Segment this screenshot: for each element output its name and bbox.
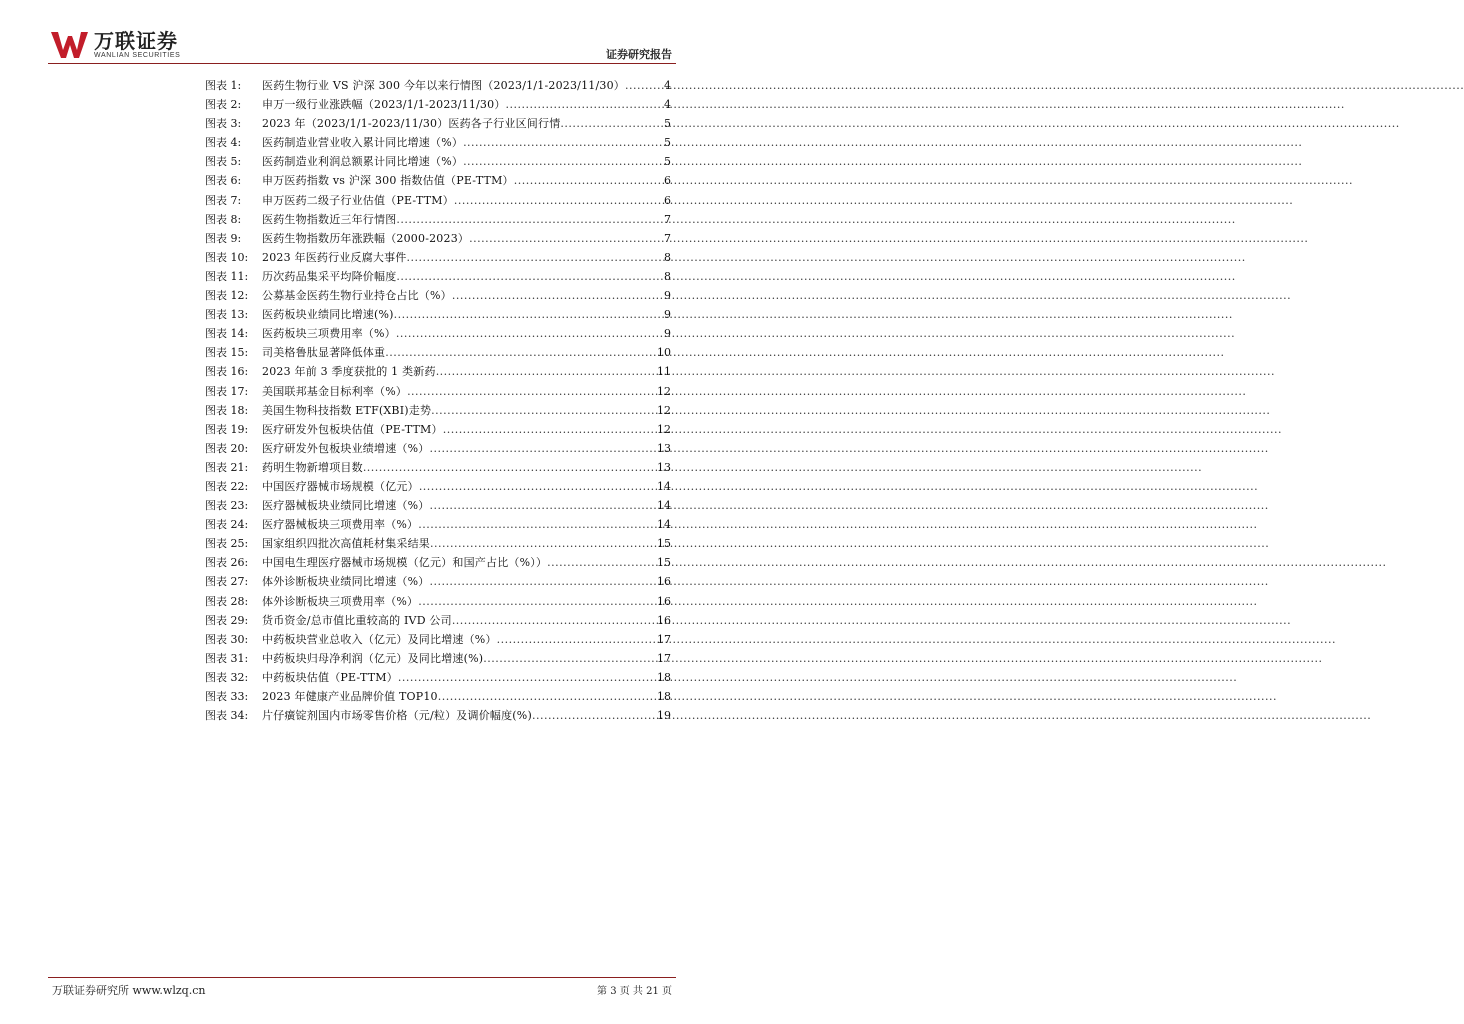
- toc-entry[interactable]: [205, 420, 671, 439]
- toc-entry-page: 5: [664, 117, 671, 131]
- toc-entry-title: 片仔癀锭剂国内市场零售价格（元/粒）及调价幅度(%): [262, 709, 532, 723]
- toc-entry-label: 图表 26:: [205, 556, 249, 570]
- toc-entry[interactable]: [205, 362, 671, 381]
- toc-entry-label: 图表 24:: [205, 518, 249, 532]
- wanlian-logo-icon: [50, 30, 90, 60]
- toc-dot-leader: [385, 343, 657, 362]
- toc-entry-label: 图表 22:: [205, 479, 249, 493]
- toc-entry-label: 图表 4:: [205, 136, 242, 150]
- toc-entry[interactable]: [205, 706, 671, 725]
- toc-entry-page: 8: [664, 269, 671, 283]
- toc-dot-leader: [463, 133, 664, 152]
- toc-entry-label: 图表 31:: [205, 651, 249, 665]
- toc-entry-label: 图表 1:: [205, 79, 242, 92]
- toc-entry-page: 18: [657, 690, 671, 703]
- toc-entry-title: 申万医药二级子行业估值（PE-TTM）: [262, 193, 454, 207]
- toc-entry-page: 5: [664, 136, 671, 150]
- toc-entry[interactable]: [205, 382, 671, 401]
- toc-entry[interactable]: [205, 668, 671, 687]
- toc-entry[interactable]: [205, 76, 671, 95]
- toc-dot-leader: [443, 420, 657, 439]
- toc-dot-leader: [363, 458, 657, 477]
- toc-entry-page: 16: [657, 575, 671, 589]
- toc-dot-leader: [398, 668, 657, 687]
- toc-entry-page: 14: [657, 518, 671, 532]
- toc-entry[interactable]: [205, 458, 671, 477]
- toc-entry-page: 7: [664, 231, 671, 245]
- toc-entry-label: 图表 12:: [205, 289, 249, 303]
- toc-dot-leader: [396, 324, 664, 343]
- toc-dot-leader: [506, 95, 664, 114]
- header-divider: [48, 63, 676, 64]
- toc-entry-page: 6: [664, 174, 671, 188]
- toc-dot-leader: [532, 706, 657, 725]
- toc-entry-label: 图表 8:: [205, 212, 242, 226]
- toc-entry-title: 中国医疗器械市场规模（亿元）: [262, 479, 419, 493]
- toc-entry[interactable]: [205, 210, 671, 229]
- toc-dot-leader: [396, 210, 664, 229]
- toc-dot-leader: [483, 649, 657, 668]
- figure-table-of-contents: [205, 76, 671, 725]
- toc-dot-leader: [452, 286, 664, 305]
- toc-dot-leader: [560, 114, 664, 133]
- footer-divider: [48, 977, 676, 978]
- toc-entry[interactable]: [205, 114, 671, 133]
- toc-entry-title: 2023 年（2023/1/1-2023/11/30）医药各子行业区间行情: [262, 117, 561, 131]
- toc-entry[interactable]: [205, 553, 671, 572]
- toc-dot-leader: [430, 534, 657, 553]
- toc-entry[interactable]: [205, 324, 671, 343]
- toc-dot-leader: [407, 382, 657, 401]
- toc-entry-label: 图表 6:: [205, 174, 242, 188]
- toc-entry-page: 17: [657, 651, 671, 665]
- toc-dot-leader: [431, 401, 657, 420]
- toc-entry[interactable]: [205, 95, 671, 114]
- toc-dot-leader: [419, 477, 657, 496]
- toc-entry[interactable]: [205, 630, 671, 649]
- toc-entry-label: 图表 25:: [205, 537, 249, 551]
- toc-dot-leader: [418, 592, 657, 611]
- toc-entry-page: 4: [664, 79, 671, 92]
- toc-entry-title: 司美格鲁肽显著降低体重: [262, 346, 386, 360]
- toc-entry-title: 医疗器械板块三项费用率（%）: [262, 518, 419, 532]
- toc-entry-page: 13: [657, 441, 671, 455]
- toc-entry-label: 图表 19:: [205, 422, 249, 436]
- toc-entry-page: 9: [664, 289, 671, 303]
- toc-entry-label: 图表 29:: [205, 613, 249, 627]
- toc-entry-title: 中国电生理医疗器械市场规模（亿元）和国产占比（%））: [262, 556, 548, 570]
- logo-chinese-name: 万联证券: [94, 28, 178, 53]
- toc-entry-title: 医药板块业绩同比增速(%): [262, 308, 394, 322]
- toc-entry-page: 4: [664, 98, 671, 112]
- toc-entry-label: 图表 2:: [205, 98, 242, 112]
- toc-entry-title: 中药板块归母净利润（亿元）及同比增速(%): [262, 651, 484, 665]
- toc-entry[interactable]: [205, 477, 671, 496]
- toc-entry-label: 图表 3:: [205, 117, 242, 131]
- toc-entry-page: 11: [657, 365, 671, 379]
- toc-entry-page: 13: [657, 460, 671, 474]
- toc-entry-label: 图表 16:: [205, 365, 249, 379]
- toc-dot-leader: [429, 572, 657, 591]
- toc-entry-page: 15: [657, 537, 671, 551]
- toc-entry-page: 5: [664, 155, 671, 169]
- toc-entry[interactable]: [205, 401, 671, 420]
- toc-entry[interactable]: [205, 343, 671, 362]
- toc-dot-leader: [452, 611, 657, 630]
- toc-entry[interactable]: [205, 286, 671, 305]
- toc-entry-title: 中药板块估值（PE-TTM）: [262, 670, 398, 684]
- toc-entry-page: 17: [657, 632, 671, 646]
- footer-page-number: 第 3 页 共 21 页: [597, 986, 672, 997]
- toc-entry-title: 医疗器械板块业绩同比增速（%）: [262, 499, 430, 513]
- toc-entry-page: 16: [657, 613, 671, 627]
- toc-entry[interactable]: [205, 229, 671, 248]
- toc-entry-title: 药明生物新增项目数: [262, 460, 363, 474]
- toc-entry-page: 19: [657, 709, 671, 723]
- toc-entry-title: 美国联邦基金目标利率（%）: [262, 384, 408, 398]
- toc-entry-title: 医疗研发外包板块业绩增速（%）: [262, 441, 430, 455]
- toc-entry-title: 医药生物指数近三年行情图: [262, 212, 397, 226]
- toc-dot-leader: [454, 191, 664, 210]
- toc-dot-leader: [429, 496, 657, 515]
- toc-entry[interactable]: [205, 649, 671, 668]
- toc-entry[interactable]: [205, 572, 671, 591]
- toc-entry-title: 申万医药指数 vs 沪深 300 指数估值（PE-TTM）: [262, 174, 514, 188]
- toc-entry-page: 12: [657, 384, 671, 398]
- toc-entry[interactable]: [205, 439, 671, 458]
- toc-dot-leader: [438, 687, 657, 706]
- toc-dot-leader: [394, 305, 664, 324]
- toc-entry-label: 图表 10:: [205, 250, 249, 264]
- toc-entry[interactable]: [205, 515, 671, 534]
- toc-entry-label: 图表 33:: [205, 690, 249, 703]
- toc-dot-leader: [463, 152, 664, 171]
- toc-entry-label: 图表 9:: [205, 231, 242, 245]
- toc-entry-label: 图表 7:: [205, 193, 242, 207]
- toc-entry[interactable]: [205, 592, 671, 611]
- toc-entry-label: 图表 28:: [205, 594, 249, 608]
- toc-entry[interactable]: [205, 133, 671, 152]
- toc-dot-leader: [547, 553, 657, 572]
- toc-entry-page: 9: [664, 327, 671, 341]
- toc-entry-label: 图表 21:: [205, 460, 249, 474]
- page-header: [0, 0, 724, 68]
- toc-entry-title: 医药生物行业 VS 沪深 300 今年以来行情图（2023/1/1-2023/11/30）: [262, 79, 625, 92]
- toc-dot-leader: [396, 267, 664, 286]
- toc-entry-page: 18: [657, 670, 671, 684]
- toc-entry[interactable]: [205, 248, 671, 267]
- logo-english-name: WANLIAN SECURITIES: [94, 51, 181, 59]
- toc-entry-title: 体外诊断板块业绩同比增速（%）: [262, 575, 430, 589]
- toc-entry-title: 申万一级行业涨跌幅（2023/1/1-2023/11/30）: [262, 98, 506, 112]
- toc-entry-page: 10: [657, 346, 671, 360]
- toc-entry[interactable]: [205, 152, 671, 171]
- toc-entry-title: 医药板块三项费用率（%）: [262, 327, 396, 341]
- toc-entry-page: 6: [664, 193, 671, 207]
- toc-entry[interactable]: [205, 687, 671, 706]
- toc-entry-label: 图表 17:: [205, 384, 249, 398]
- toc-entry-label: 图表 20:: [205, 441, 249, 455]
- toc-entry-label: 图表 30:: [205, 632, 249, 646]
- toc-entry-title: 医药制造业营业收入累计同比增速（%）: [262, 136, 464, 150]
- toc-entry-label: 图表 27:: [205, 575, 249, 589]
- toc-entry-title: 医疗研发外包板块估值（PE-TTM）: [262, 422, 443, 436]
- toc-dot-leader: [407, 248, 665, 267]
- toc-entry-title: 医药生物指数历年涨跌幅（2000-2023）: [262, 231, 470, 245]
- toc-entry-title: 历次药品集采平均降价幅度: [262, 269, 397, 283]
- toc-entry-page: 14: [657, 499, 671, 513]
- toc-entry-label: 图表 13:: [205, 308, 249, 322]
- toc-entry-title: 2023 年医药行业反腐大事件: [262, 250, 407, 264]
- toc-entry-label: 图表 32:: [205, 670, 249, 684]
- toc-entry-title: 国家组织四批次高值耗材集采结果: [262, 537, 430, 551]
- toc-entry-title: 美国生物科技指数 ETF(XBI)走势: [262, 403, 432, 417]
- toc-dot-leader: [429, 439, 657, 458]
- toc-dot-leader: [497, 630, 657, 649]
- toc-entry[interactable]: [205, 191, 671, 210]
- toc-entry-label: 图表 34:: [205, 709, 249, 723]
- toc-entry-page: 14: [657, 479, 671, 493]
- toc-dot-leader: [418, 515, 657, 534]
- toc-entry[interactable]: [205, 496, 671, 515]
- toc-dot-leader: [436, 362, 657, 381]
- toc-entry-title: 体外诊断板块三项费用率（%）: [262, 594, 419, 608]
- company-logo: [50, 30, 180, 60]
- toc-entry-page: 9: [664, 308, 671, 322]
- toc-dot-leader: [469, 229, 664, 248]
- toc-entry-page: 15: [657, 556, 671, 570]
- toc-entry-title: 医药制造业利润总额累计同比增速（%）: [262, 155, 464, 169]
- toc-entry[interactable]: [205, 611, 671, 630]
- toc-entry-label: 图表 23:: [205, 499, 249, 513]
- toc-entry[interactable]: [205, 171, 671, 190]
- toc-entry-page: 12: [657, 403, 671, 417]
- toc-dot-leader: [625, 76, 664, 95]
- toc-entry-label: 图表 11:: [205, 269, 249, 283]
- toc-entry-page: 12: [657, 422, 671, 436]
- footer-publisher: 万联证券研究所 www.wlzq.cn: [52, 984, 206, 997]
- toc-entry-title: 2023 年健康产业品牌价值 TOP10: [262, 690, 438, 703]
- toc-entry-title: 货币资金/总市值比重较高的 IVD 公司: [262, 613, 452, 627]
- toc-entry[interactable]: [205, 267, 671, 286]
- toc-entry-page: 8: [664, 250, 671, 264]
- toc-entry-label: 图表 18:: [205, 403, 249, 417]
- toc-entry-title: 2023 年前 3 季度获批的 1 类新药: [262, 365, 436, 379]
- report-type-label: 证券研究报告: [606, 48, 672, 61]
- toc-entry-label: 图表 14:: [205, 327, 249, 341]
- toc-entry-page: 16: [657, 594, 671, 608]
- toc-entry-page: 7: [664, 212, 671, 226]
- toc-entry[interactable]: [205, 305, 671, 324]
- toc-entry-label: 图表 15:: [205, 346, 249, 360]
- toc-dot-leader: [514, 171, 664, 190]
- toc-entry[interactable]: [205, 534, 671, 553]
- toc-entry-title: 公募基金医药生物行业持仓占比（%）: [262, 289, 452, 303]
- toc-entry-label: 图表 5:: [205, 155, 242, 169]
- toc-entry-title: 中药板块营业总收入（亿元）及同比增速（%）: [262, 632, 497, 646]
